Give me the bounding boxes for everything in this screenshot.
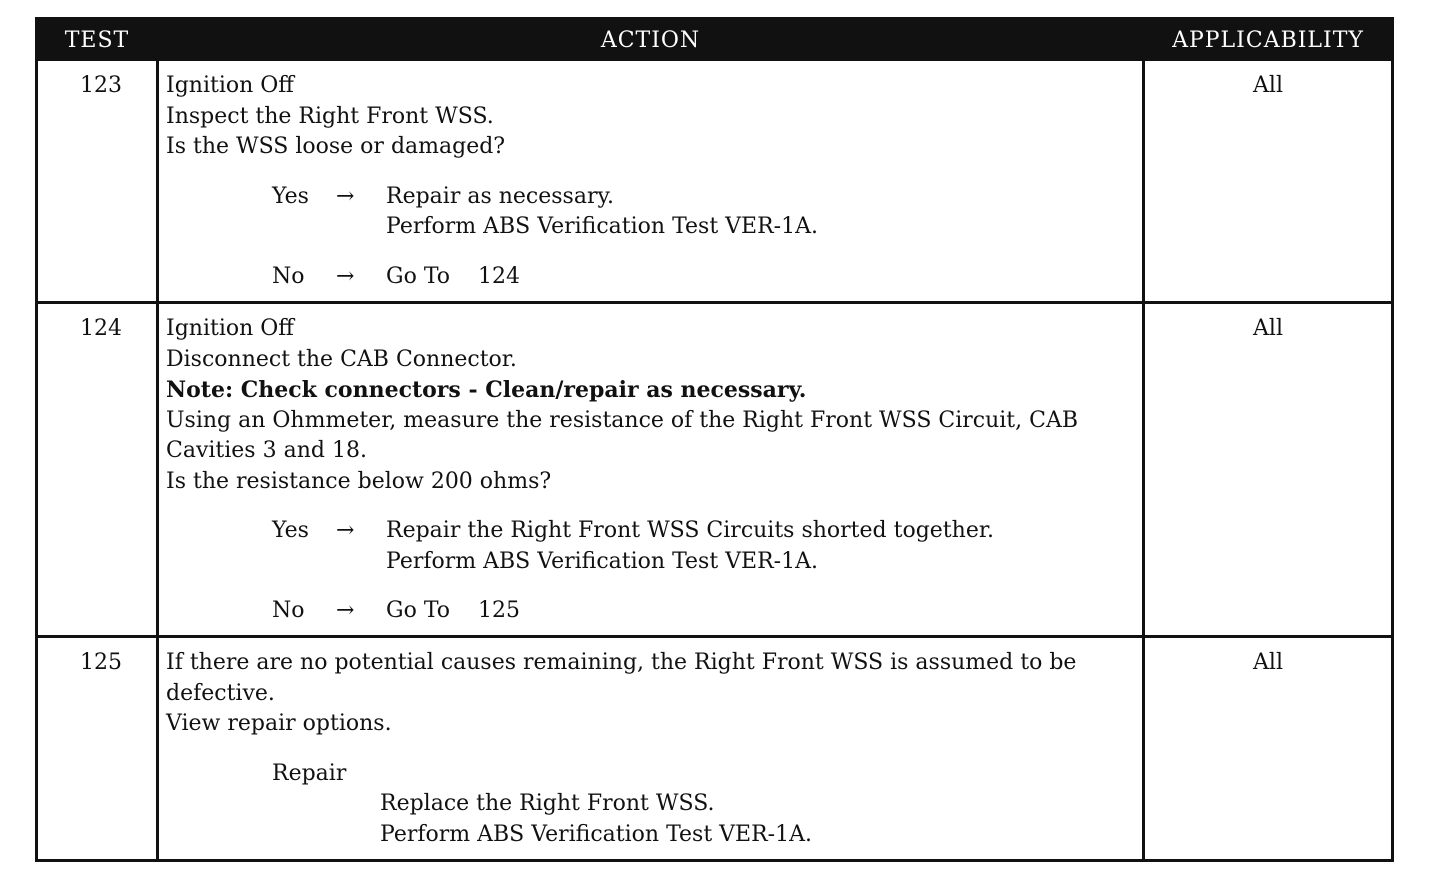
- repair-step: [166, 789, 1136, 820]
- test-number-124: 124: [80, 316, 122, 341]
- diagnostic-test-table: [35, 17, 1394, 862]
- yes-result: Repair as necessary.: [386, 183, 614, 209]
- action-line: Inspect the Right Front WSS.: [166, 103, 494, 129]
- applicability-124: All: [1253, 316, 1283, 341]
- header-test: TEST: [64, 28, 130, 53]
- no-label: No: [272, 263, 305, 289]
- action-line: defective.: [166, 680, 275, 706]
- no-option: [166, 262, 1136, 293]
- yes-label: Yes: [272, 183, 309, 209]
- test-number-125: 125: [80, 650, 122, 675]
- yes-result: Repair the Right Front WSS Circuits shorted together.: [386, 518, 994, 543]
- repair-step: [166, 820, 1136, 851]
- arrow-icon: →: [336, 518, 355, 543]
- action-line: Ignition Off: [166, 316, 294, 341]
- note-text: Note: Check connectors - Clean/repair as necessary.: [166, 377, 807, 403]
- yes-label: Yes: [272, 518, 309, 543]
- yes-result: Perform ABS Verification Test VER-1A.: [386, 548, 818, 574]
- go-to-target: 124: [478, 263, 520, 289]
- go-to-label: Go To: [386, 263, 451, 289]
- column-divider: [156, 61, 159, 859]
- go-to-label: Go To: [386, 598, 451, 623]
- repair-label: Repair: [272, 760, 347, 786]
- action-line: Cavities 3 and 18.: [166, 438, 367, 463]
- table-header: [38, 20, 1391, 61]
- action-line: Is the resistance below 200 ohms?: [166, 468, 552, 494]
- row-divider: [38, 301, 1391, 304]
- action-line: Is the WSS loose or damaged?: [166, 134, 506, 159]
- no-label: No: [272, 598, 305, 623]
- arrow-icon: →: [336, 263, 355, 289]
- yes-option: [166, 182, 1136, 213]
- action-line: Disconnect the CAB Connector.: [166, 346, 517, 372]
- no-option: [166, 596, 1136, 627]
- arrow-icon: →: [336, 183, 355, 209]
- action-line: Ignition Off: [166, 73, 294, 98]
- action-line: Using an Ohmmeter, measure the resistance of the Right Front WSS Circuit, CAB: [166, 407, 1079, 433]
- action-cell-125: [166, 648, 1136, 850]
- test-number-123: 123: [80, 73, 122, 98]
- action-line: View repair options.: [166, 711, 392, 736]
- go-to-target: 125: [478, 598, 520, 623]
- action-line: If there are no potential causes remaining, the Right Front WSS is assumed to be: [166, 650, 1077, 675]
- row-divider: [38, 635, 1391, 638]
- repair-line: Replace the Right Front WSS.: [380, 791, 715, 816]
- yes-result: Perform ABS Verification Test VER-1A.: [386, 214, 818, 239]
- header-applicability: APPLICABILITY: [1172, 28, 1364, 53]
- repair-line: Perform ABS Verification Test VER-1A.: [380, 821, 812, 847]
- yes-option-continued: [166, 547, 1136, 578]
- column-divider: [1142, 61, 1145, 859]
- applicability-123: All: [1253, 73, 1283, 98]
- action-cell-123: [166, 71, 1136, 292]
- arrow-icon: →: [336, 598, 355, 623]
- applicability-125: All: [1253, 650, 1283, 675]
- action-cell-124: [166, 314, 1136, 627]
- yes-option-continued: [166, 212, 1136, 243]
- repair-option: [166, 759, 1136, 790]
- yes-option: [166, 516, 1136, 547]
- header-action: ACTION: [600, 28, 701, 53]
